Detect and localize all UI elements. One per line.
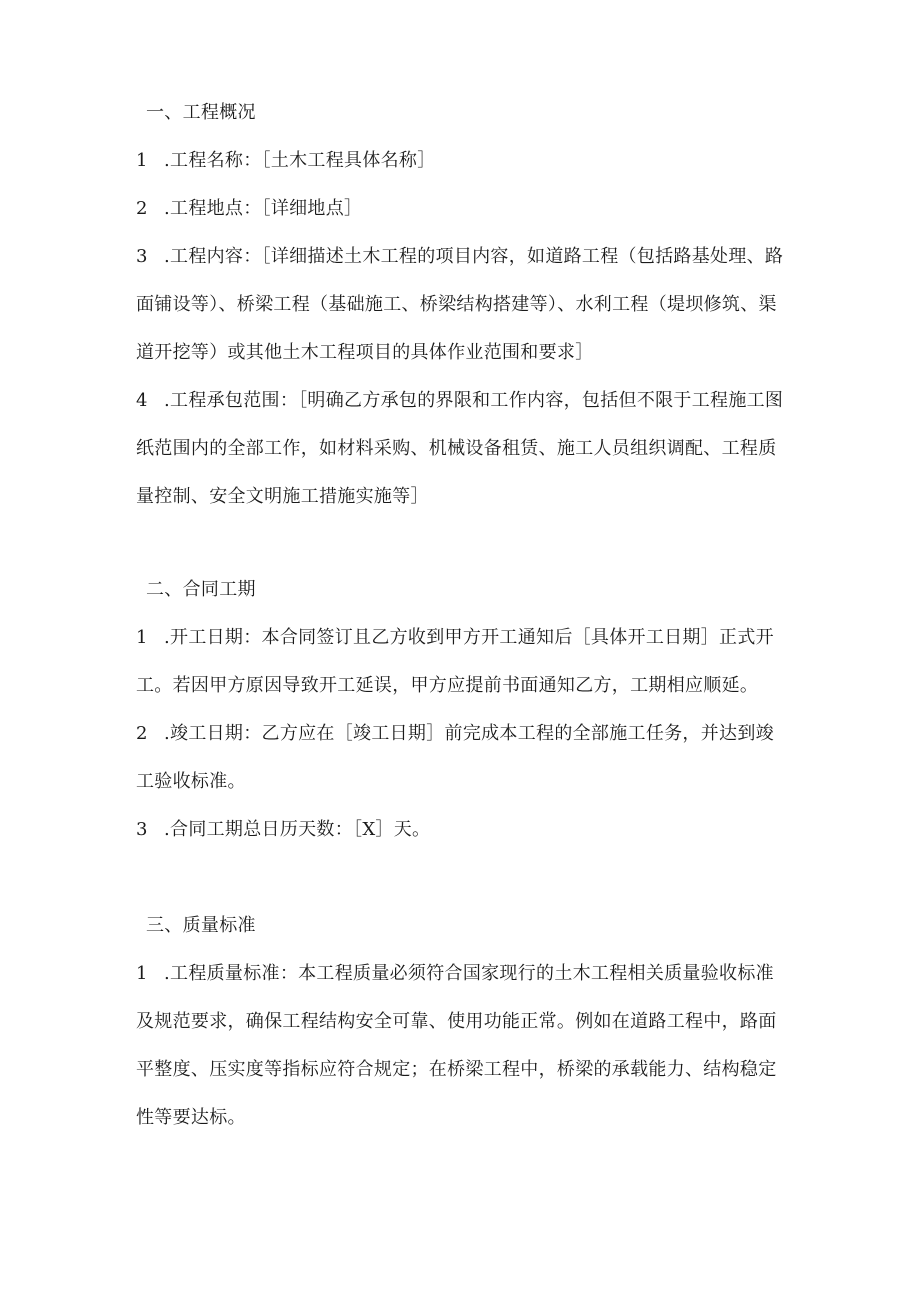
section-quality-standard: [136, 902, 786, 1142]
clause-text: .工程承包范围：［明确乙方承包的界限和工作内容，包括但不限于工程施工图纸范围内的全部工作，如材料采购、机械设备租赁、施工人员组织调配、工程质量控制、安全文明施工措施实施等］: [136, 390, 784, 507]
clause-project-name: [136, 137, 786, 185]
clause-number: 1: [136, 627, 148, 648]
clause-text: .工程质量标准：本工程质量必须符合国家现行的土木工程相关质量验收标准及规范要求，确保工程结构安全可靠、使用功能正常。例如在道路工程中，路面平整度、压实度等指标应符合规定；在桥梁工程中，桥梁的承载能力、结构稳定性等要达标。: [136, 963, 777, 1128]
clause-project-content: [136, 233, 786, 377]
clause-quality-standard: [136, 950, 786, 1142]
clause-text: .工程地点：［详细地点］: [164, 198, 363, 219]
clause-total-days: [136, 806, 786, 854]
clause-text: .工程内容：［详细描述土木工程的项目内容，如道路工程（包括路基处理、路面铺设等）、桥梁工程（基础施工、桥梁结构搭建等）、水利工程（堤坝修筑、渠道开挖等）或其他土木工程项目的具体作业范围和要求］: [136, 246, 784, 363]
section-heading: 二、合同工期: [146, 579, 256, 600]
clause-number: 2: [136, 723, 148, 744]
clause-number: 4: [136, 390, 148, 411]
clause-number: 1: [136, 150, 148, 171]
clause-number: 3: [136, 246, 148, 267]
clause-text: .开工日期：本合同签订且乙方收到甲方开工通知后［具体开工日期］正式开工。若因甲方原因导致开工延误，甲方应提前书面通知乙方，工期相应顺延。: [136, 627, 774, 696]
clause-project-location: [136, 185, 786, 233]
section-project-overview: [136, 89, 786, 521]
section-heading: 一、工程概况: [146, 102, 256, 123]
clause-number: 1: [136, 963, 148, 984]
section-contract-period: [136, 566, 786, 854]
clause-completion-date: [136, 710, 786, 806]
clause-text: .工程名称：［土木工程具体名称］: [164, 150, 436, 171]
section-heading: 三、质量标准: [146, 915, 256, 936]
clause-number: 3: [136, 819, 148, 840]
clause-text: .竣工日期：乙方应在［竣工日期］前完成本工程的全部施工任务，并达到竣工验收标准。: [136, 723, 774, 792]
clause-number: 2: [136, 198, 148, 219]
clause-contract-scope: [136, 377, 786, 521]
clause-start-date: [136, 614, 786, 710]
clause-text: .合同工期总日历天数：［X］天。: [164, 819, 431, 840]
